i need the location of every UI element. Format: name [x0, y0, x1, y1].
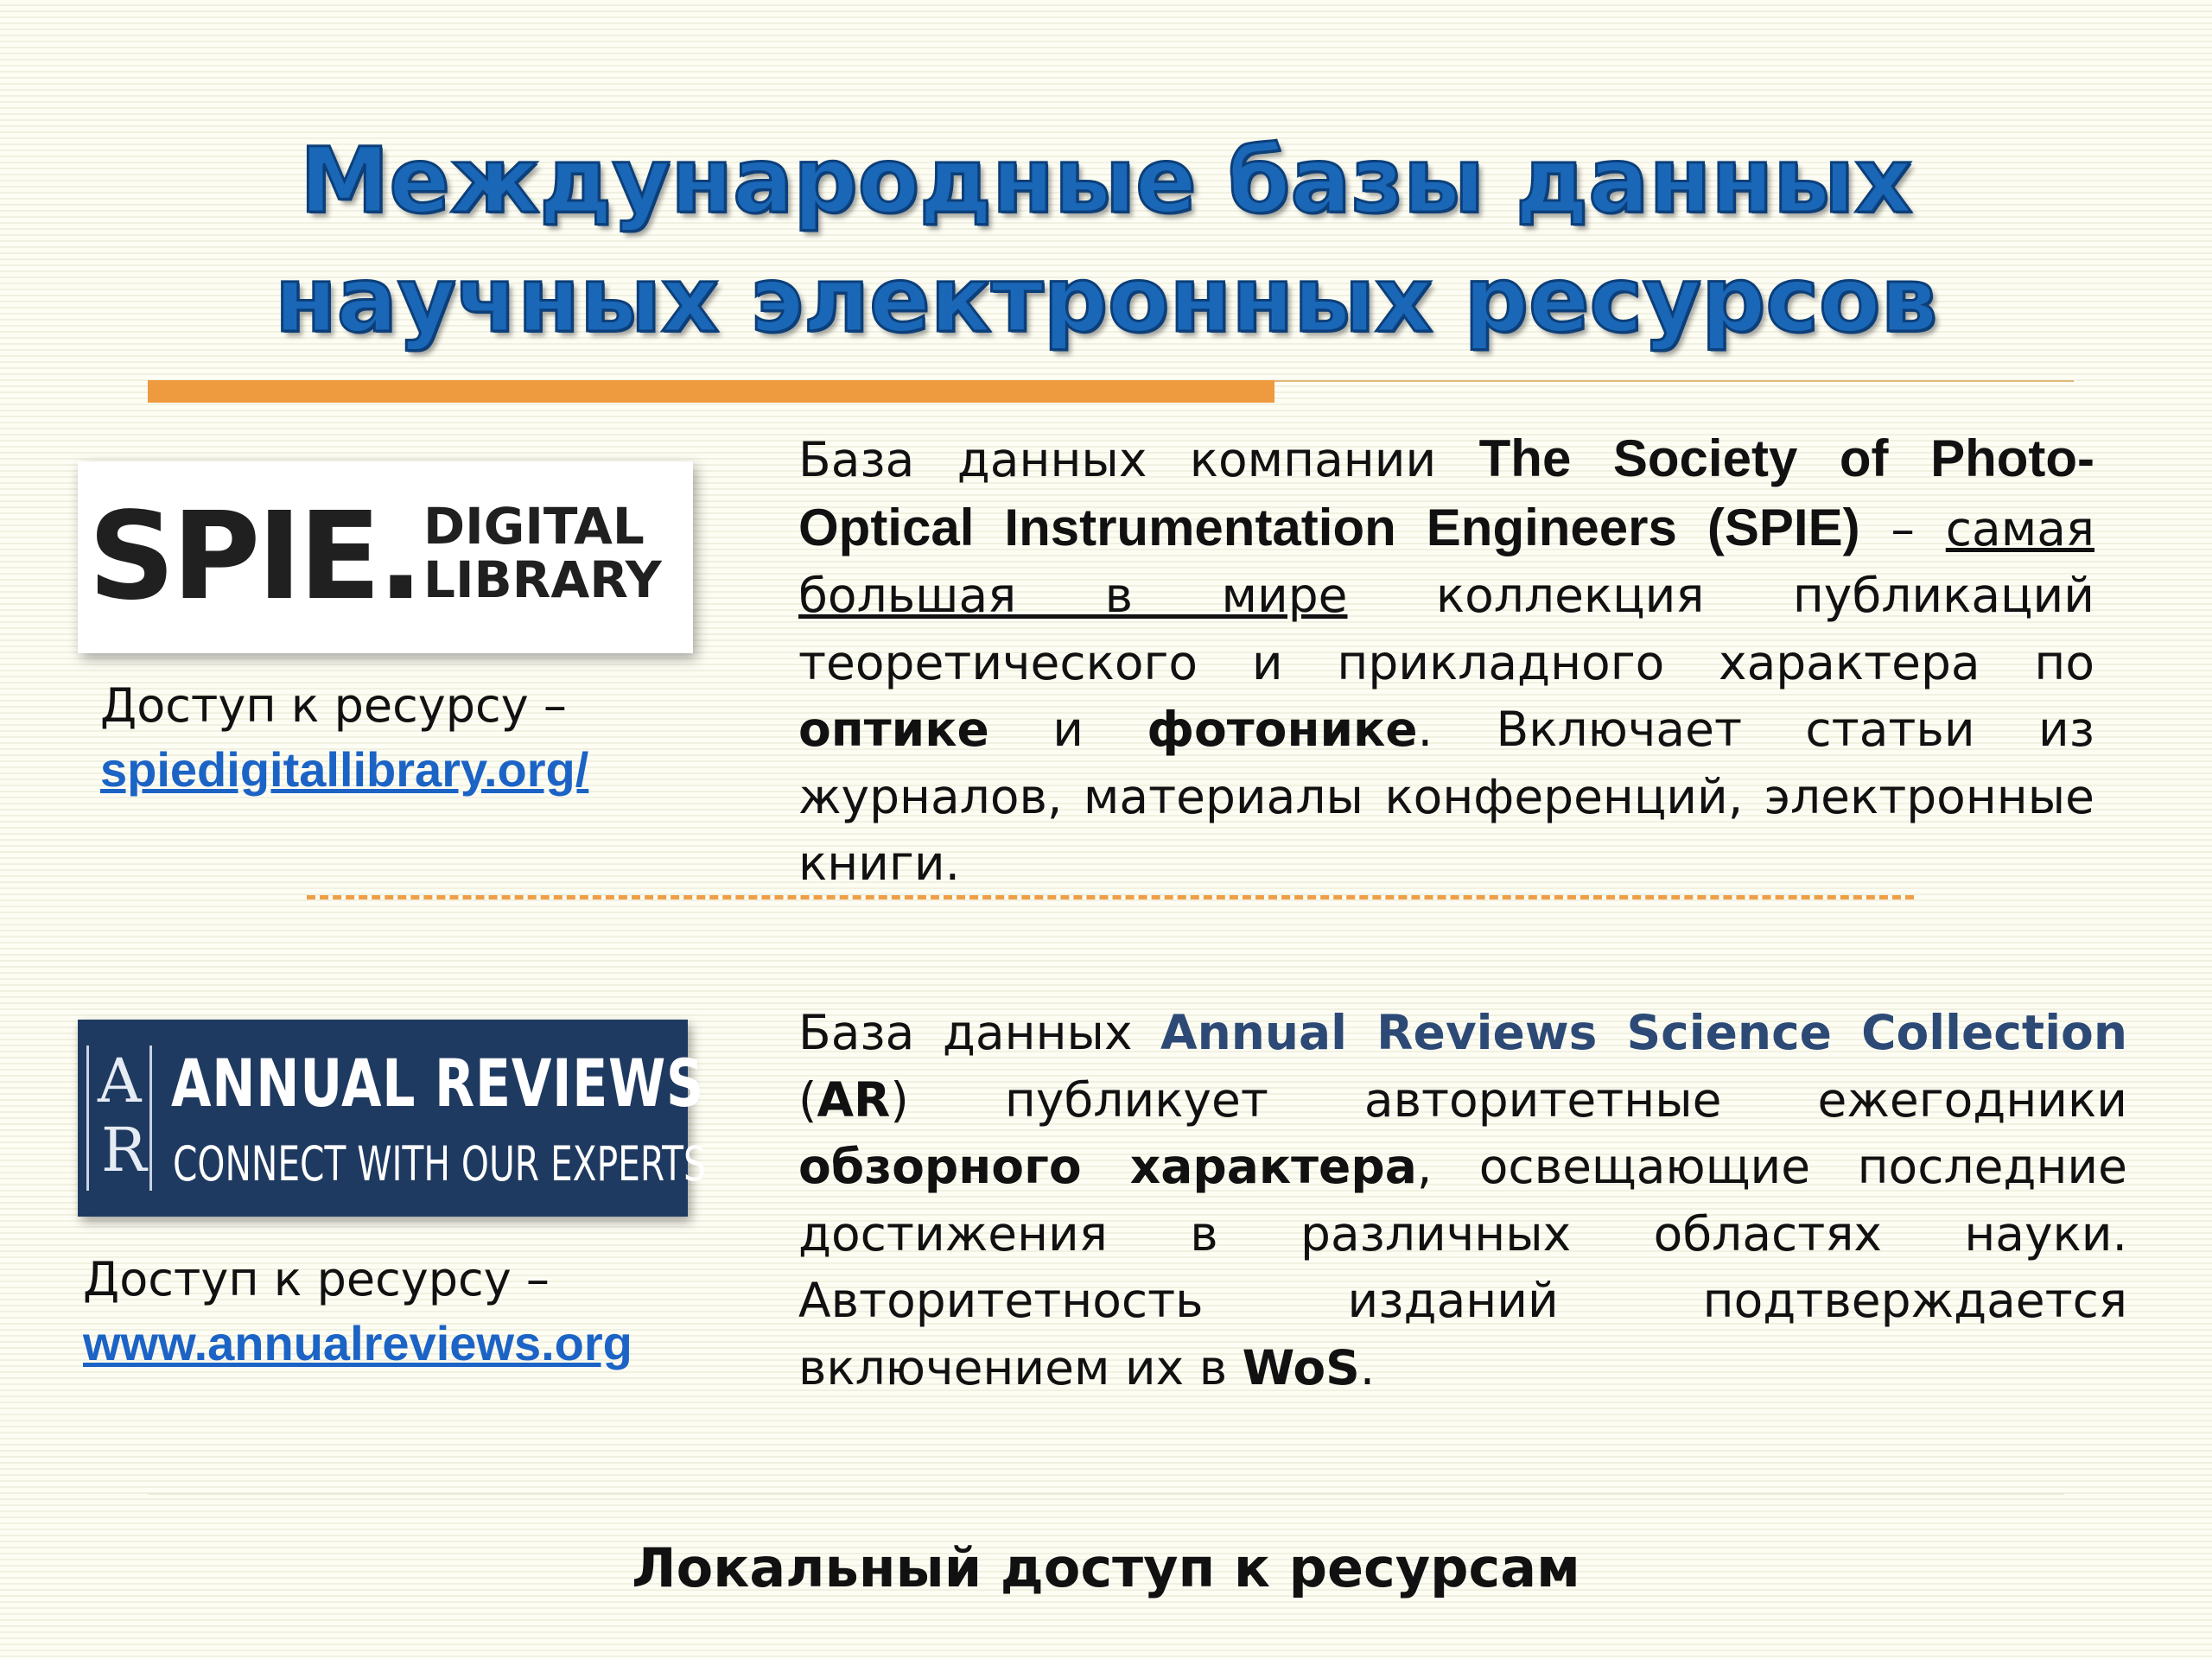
spie-desc-text-3: коллекция публикаций теоретического и прикладного характера по [798, 568, 2094, 690]
spie-logo-subtitle-line-2: LIBRARY [423, 550, 662, 609]
ar-desc-text-5: . [1359, 1339, 1376, 1395]
spie-access-label: Доступ к ресурсу – [100, 678, 567, 733]
ar-desc-text-2: ( [798, 1071, 817, 1128]
spie-access [100, 674, 588, 802]
spie-logo-word: SPIE. [88, 486, 421, 627]
ar-wos: WoS [1242, 1339, 1360, 1395]
ar-monogram-a: A [98, 1046, 142, 1116]
spie-desc-text-2: – [1859, 500, 1946, 556]
page-title [173, 121, 2039, 359]
ar-logo-title: ANNUAL REVIEWS [171, 1045, 705, 1122]
section-divider-dashed [307, 895, 1914, 899]
ar-abbr: AR [817, 1071, 891, 1128]
ar-desc-text-1: База данных [798, 1005, 1161, 1060]
spie-org-name: The Society of Photo-Optical Instrumentation Engineers (SPIE) [798, 429, 2095, 556]
footer-divider [148, 1493, 2064, 1495]
annual-reviews-logo [78, 1020, 706, 1217]
ar-monogram [86, 1046, 152, 1191]
spie-desc-text-5: . Включает статьи из журналов, материалы конференций, электронные книги. [798, 702, 2094, 891]
ar-keyword-review: обзорного характера [798, 1139, 1417, 1194]
spie-desc-text-1: База данных компании [798, 432, 1479, 487]
spie-keyword-optics: оптике [798, 702, 989, 757]
title-underline-thick [148, 380, 1274, 403]
ar-logo-tagline: CONNECT WITH OUR EXPERTS [173, 1136, 706, 1192]
ar-description [798, 1000, 2127, 1402]
spie-keyword-photonics: фотонике [1147, 702, 1418, 757]
spie-logo-subtitle-line-1: DIGITAL [423, 497, 645, 556]
ar-monogram-r: R [101, 1115, 147, 1185]
ar-desc-text-3: ) публикует авторитетные ежегодники [890, 1071, 2127, 1128]
spie-desc-text-4: и [988, 702, 1147, 757]
title-underline-thin [1274, 380, 2074, 382]
page-title-line-1: Международные базы данных [299, 128, 1913, 233]
spie-logo-subtitle [423, 499, 662, 607]
ar-desc-text-4: , освещающие последние достижения в различных областях науки. Авторитетность изданий подтверждается включением их в [798, 1139, 2128, 1395]
spie-highlight: самая большая в мире [798, 500, 2095, 623]
ar-access [83, 1248, 632, 1376]
footer-caption: Локальный доступ к ресурсам [632, 1536, 1580, 1599]
spie-description [798, 425, 2094, 898]
spie-digital-library-logo [78, 461, 693, 653]
page-title-line-2: научных электронных ресурсов [274, 247, 1938, 353]
ar-access-label: Доступ к ресурсу – [83, 1252, 550, 1306]
spie-link[interactable]: spiedigitallibrary.org/ [100, 742, 589, 797]
ar-link[interactable]: www.annualreviews.org [83, 1316, 632, 1370]
ar-collection-name: Annual Reviews Science Collection [1160, 1005, 2127, 1060]
